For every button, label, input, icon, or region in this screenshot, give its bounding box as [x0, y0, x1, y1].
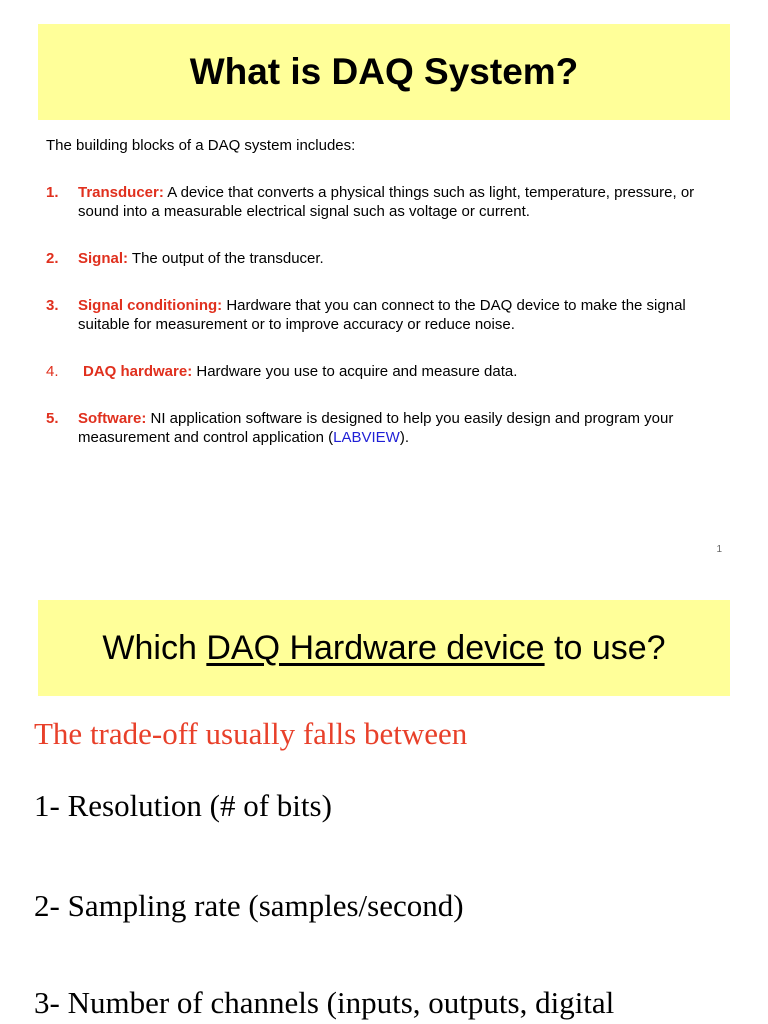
labview-highlight: LABVIEW	[333, 429, 400, 446]
slide-2-title	[38, 600, 730, 696]
slide-1-title-text: What is DAQ System?	[189, 51, 579, 92]
slide-1-title	[38, 24, 730, 120]
list-item-term: Transducer:	[78, 184, 164, 201]
list-item-number: 5.	[46, 410, 59, 427]
list-item-text: Hardware that you can connect to the DAQ device to make the signal suitable for measurement or to improve accuracy or reduce noise.	[78, 297, 686, 333]
list-item	[46, 183, 726, 221]
slide-2-title-post: to use?	[544, 628, 666, 667]
slide-2	[0, 580, 768, 1024]
list-item-number: 3.	[46, 297, 59, 314]
list-item-number: 2.	[46, 250, 59, 267]
list-item	[46, 362, 726, 381]
list-item-term: Signal:	[78, 250, 129, 267]
list-item-number: 4.	[46, 363, 59, 380]
list-item	[46, 409, 726, 447]
list-item-text: Hardware you use to acquire and measure data.	[196, 363, 518, 380]
tradeoff-heading: The trade-off usually falls between	[34, 716, 468, 751]
tradeoff-item-sampling-rate: 2- Sampling rate (samples/second)	[34, 888, 464, 923]
list-item-text: A device that converts a physical things such as light, temperature, pressure, or sound into a measurable electrical signal such as voltage or current.	[78, 184, 695, 220]
slide-2-title-underlined: DAQ Hardware device	[206, 628, 545, 667]
list-item-term: Software:	[78, 410, 147, 427]
intro-text: The building blocks of a DAQ system includes:	[46, 137, 356, 154]
tradeoff-item-channels: 3- Number of channels (inputs, outputs, digital	[34, 985, 615, 1020]
tradeoff-item-resolution: 1- Resolution (# of bits)	[34, 788, 332, 823]
list-item	[46, 296, 726, 334]
list-item-term: Signal conditioning:	[78, 297, 223, 314]
list-item-term: DAQ hardware:	[83, 363, 193, 380]
slide-2-title-pre: Which	[102, 628, 207, 667]
list-item-text: NI application software is designed to help you easily design and program your measurement and control application (	[78, 410, 674, 446]
list-item-text: The output of the transducer.	[131, 250, 324, 267]
list-item	[46, 249, 726, 268]
list-item-number: 1.	[46, 184, 59, 201]
list-item-text-end: ).	[399, 429, 409, 446]
slide-number: 1	[716, 544, 722, 555]
